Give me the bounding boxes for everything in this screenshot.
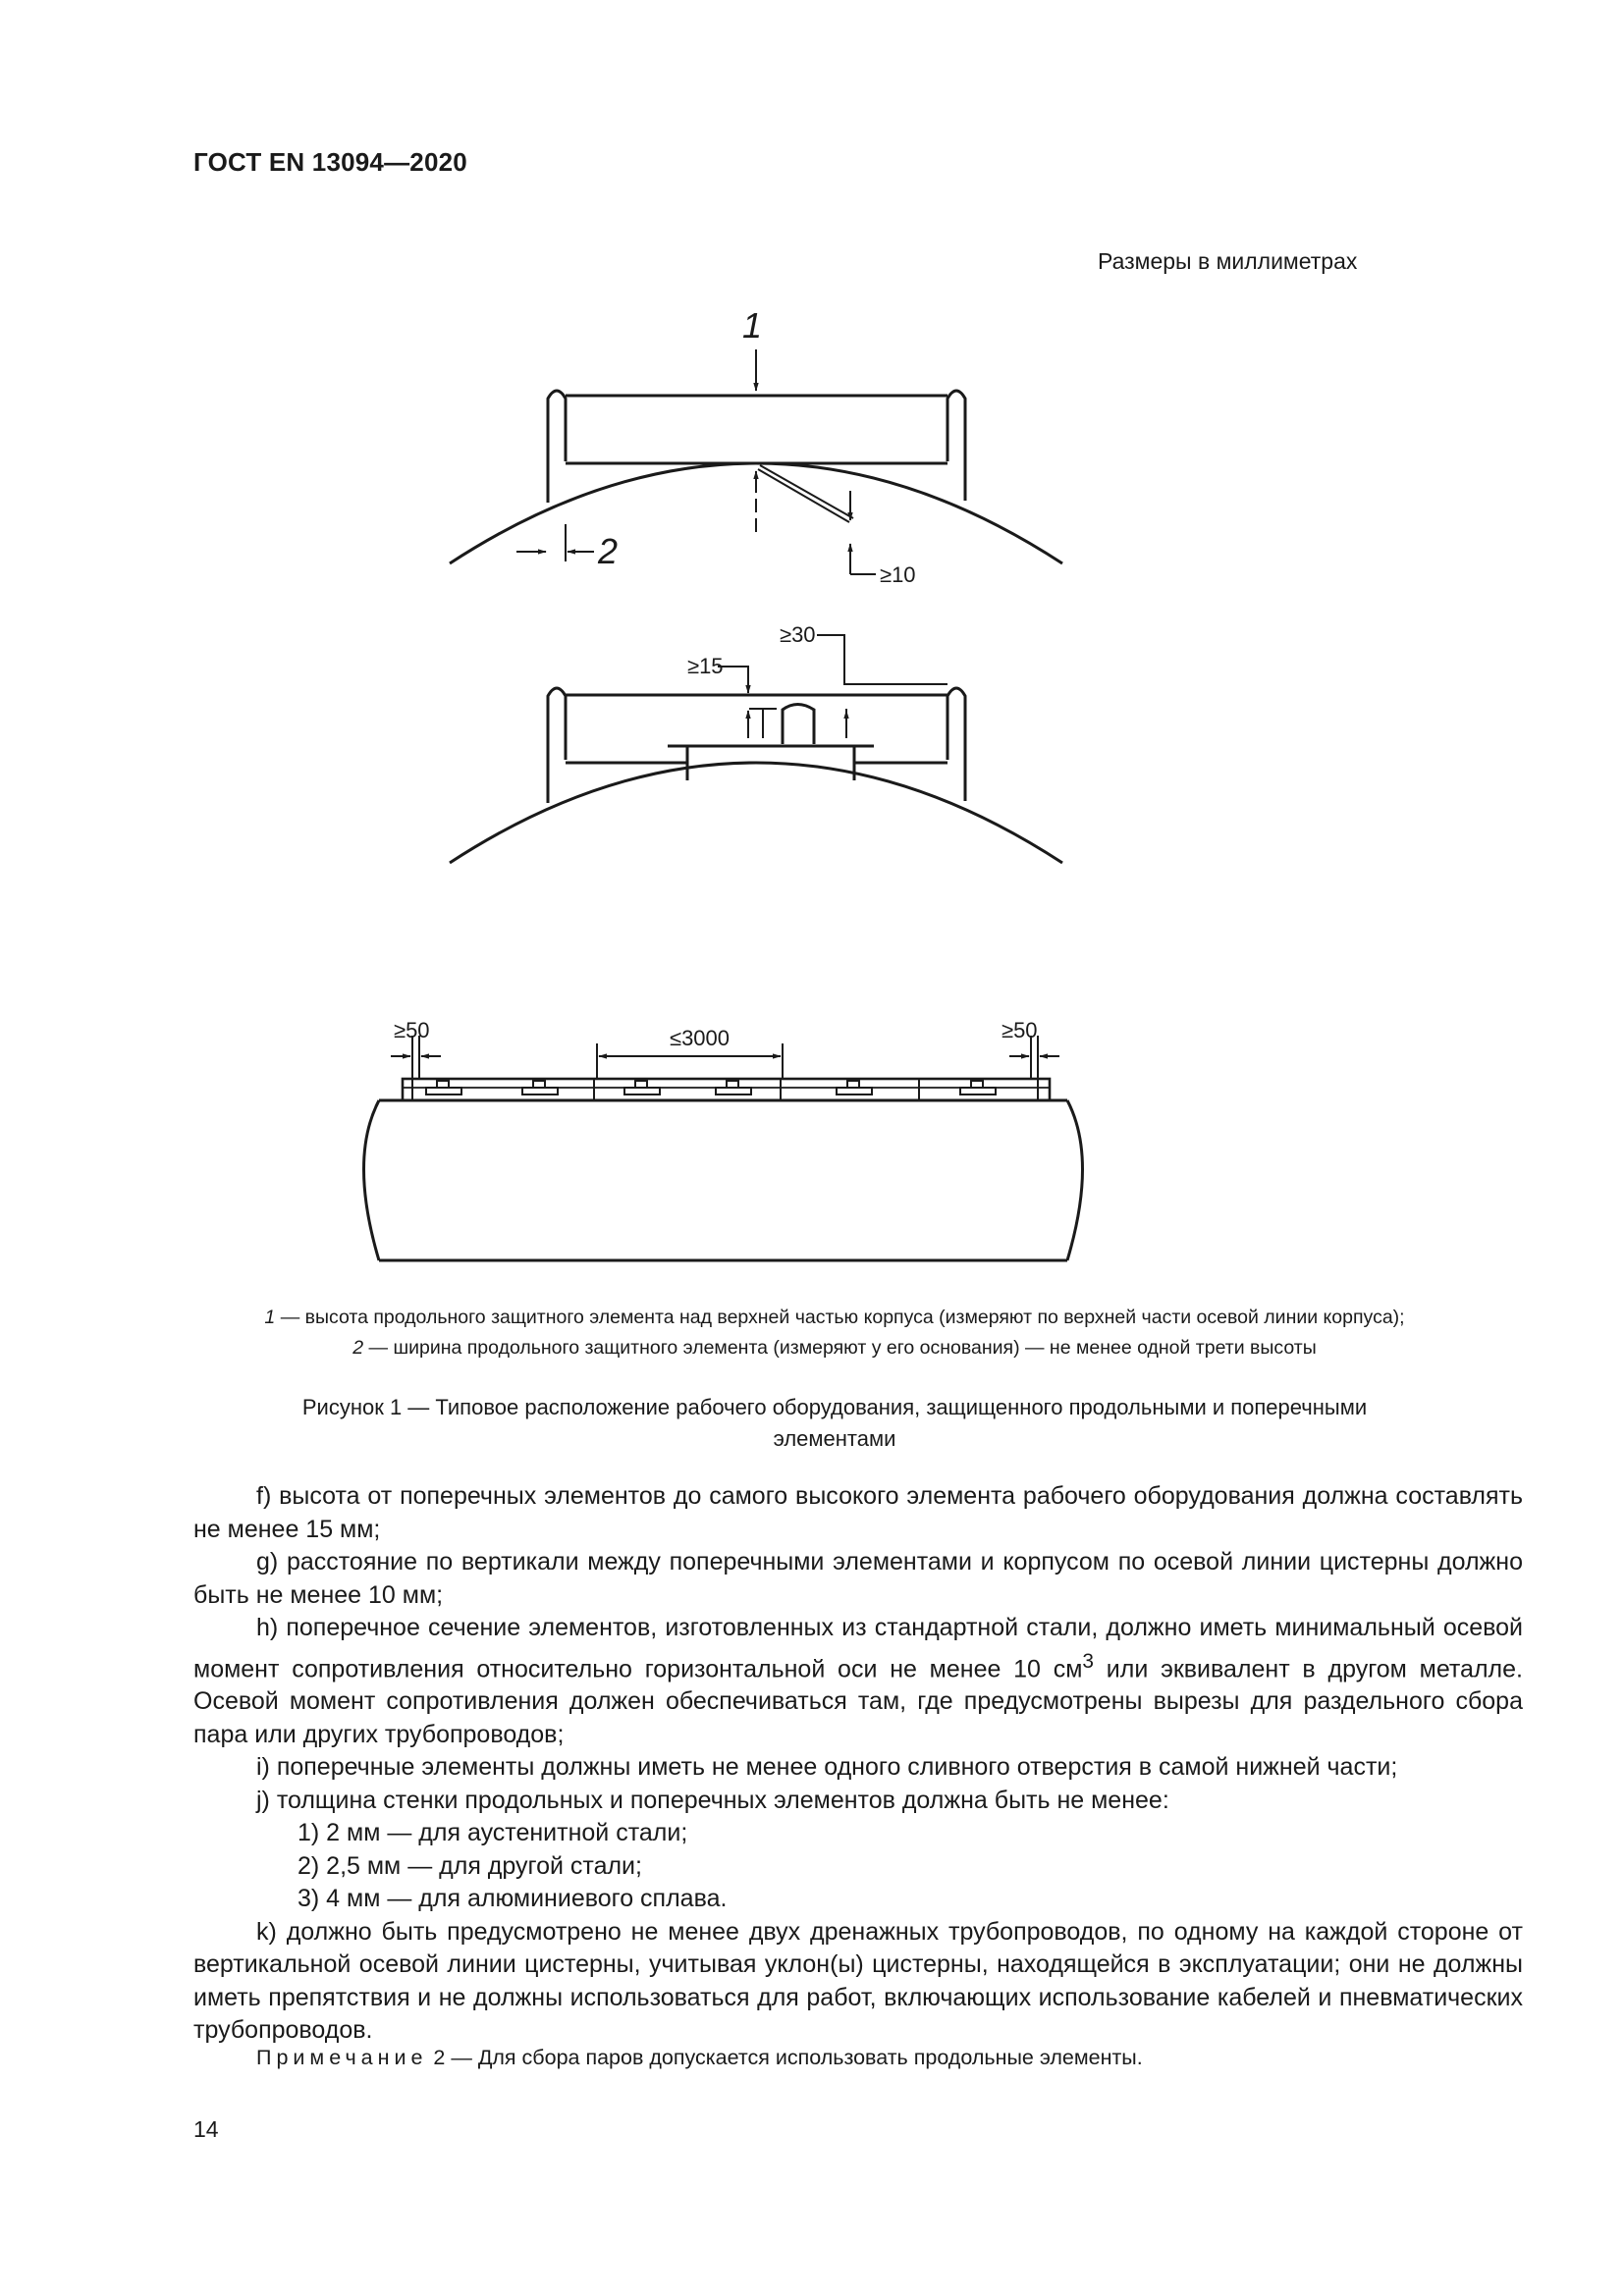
legend-1-num: 1 [264, 1307, 276, 1328]
paragraph-h [193, 1612, 1523, 1751]
standard-header: ГОСТ EN 13094—2020 [193, 147, 467, 177]
tank-left-end [364, 1100, 380, 1260]
paragraph-h-before: h) поперечное сечение элементов, изготовленных из стандартной стали, должно иметь минимальный осевой момент сопротивления относительно горизонтальной оси не менее 10 см [193, 1614, 1523, 1682]
legend-1-text: — высота продольного защитного элемента над верхней частью корпуса (измеряют по верхней части осевой линии корпуса); [275, 1307, 1405, 1328]
label-ge50-right: ≥50 [1001, 1018, 1038, 1042]
paragraph-j-3: 3) 4 мм — для алюминиевого сплава. [298, 1885, 728, 1913]
paragraph-g: g) расстояние по вертикали между поперечными элементами и корпусом по осевой линии цистерны должно быть не менее 10 мм; [193, 1548, 1523, 1609]
gap-line-1 [758, 469, 849, 522]
figure-caption [196, 1392, 1473, 1455]
paragraph-j-1: 1) 2 мм — для аустенитной стали; [298, 1819, 688, 1847]
body-text [193, 1480, 1523, 2048]
left-protective-element [548, 391, 566, 503]
diagram-longitudinal-section [450, 349, 1062, 574]
ge30-leader [817, 635, 844, 685]
note-text: 2 — Для сбора паров допускается использовать продольные элементы. [427, 2046, 1143, 2069]
paragraph-h-sup: 3 [1082, 1649, 1095, 1673]
note-label: Примечание [256, 2046, 428, 2069]
figure-legend-1 [147, 1303, 1522, 1333]
label-2: 2 [598, 531, 619, 571]
figure-legend-2 [147, 1333, 1522, 1363]
paragraph-h-after: или эквивалент в другом металле. Осевой момент сопротивления должен обеспечиваться там, где предусмотрены вырезы для раздельного сбора пара или других трубопроводов; [193, 1654, 1523, 1748]
label-ge50-left: ≥50 [394, 1018, 430, 1042]
label-ge15: ≥15 [687, 654, 724, 678]
diagram-cross-section [450, 635, 1062, 863]
equipment-valve [783, 705, 814, 745]
legend-2-text: — ширина продольного защитного элемента (измеряют у его основания) — не менее одной трети высоты [363, 1337, 1317, 1359]
right-protective-element [947, 391, 965, 501]
left-protective-element-2 [548, 688, 566, 803]
label-le3000: ≤3000 [670, 1026, 731, 1050]
figure-caption-line-1: Рисунок 1 — Типовое расположение рабочего оборудования, защищенного продольными и поперечными [301, 1395, 1368, 1419]
diagram-side-view [364, 1036, 1083, 1260]
shell-arc [450, 463, 1062, 563]
paragraph-j-2: 2) 2,5 мм — для другой стали; [298, 1851, 642, 1880]
dimensions-note: Размеры в миллиметрах [1098, 248, 1358, 274]
label-1: 1 [742, 305, 763, 346]
figure-caption-line-2: элементами [773, 1426, 896, 1451]
paragraph-j: j) толщина стенки продольных и поперечных элементов должна быть не менее: [256, 1786, 1169, 1814]
label-ge30: ≥30 [780, 622, 816, 647]
label-ge10: ≥10 [880, 562, 916, 587]
note [256, 2046, 1143, 2070]
paragraph-k: k) должно быть предусмотрено не менее двух дренажных трубопроводов, по одному на каждой стороне от вертикальной осевой линии цистерны, учитывая уклон(ы) цистерны, находящейся в эксплуатации; они не должны иметь препятствия и не должны использоваться для работ, включающих использование кабелей и пневматических трубопроводов. [193, 1917, 1523, 2045]
legend-2-num: 2 [352, 1337, 364, 1359]
shell-arc-2 [450, 763, 1062, 863]
cross-elements [412, 1079, 1038, 1100]
tank-right-end [1067, 1100, 1083, 1260]
right-protective-element-2 [947, 688, 965, 801]
gap-line-2 [760, 465, 853, 518]
paragraph-f: f) высота от поперечных элементов до самого высокого элемента рабочего оборудования должна составлять не менее 15 мм; [193, 1482, 1523, 1543]
paragraph-i: i) поперечные элементы должны иметь не менее одного сливного отверстия в самой нижней части; [256, 1753, 1398, 1782]
page-number: 14 [193, 2116, 219, 2142]
